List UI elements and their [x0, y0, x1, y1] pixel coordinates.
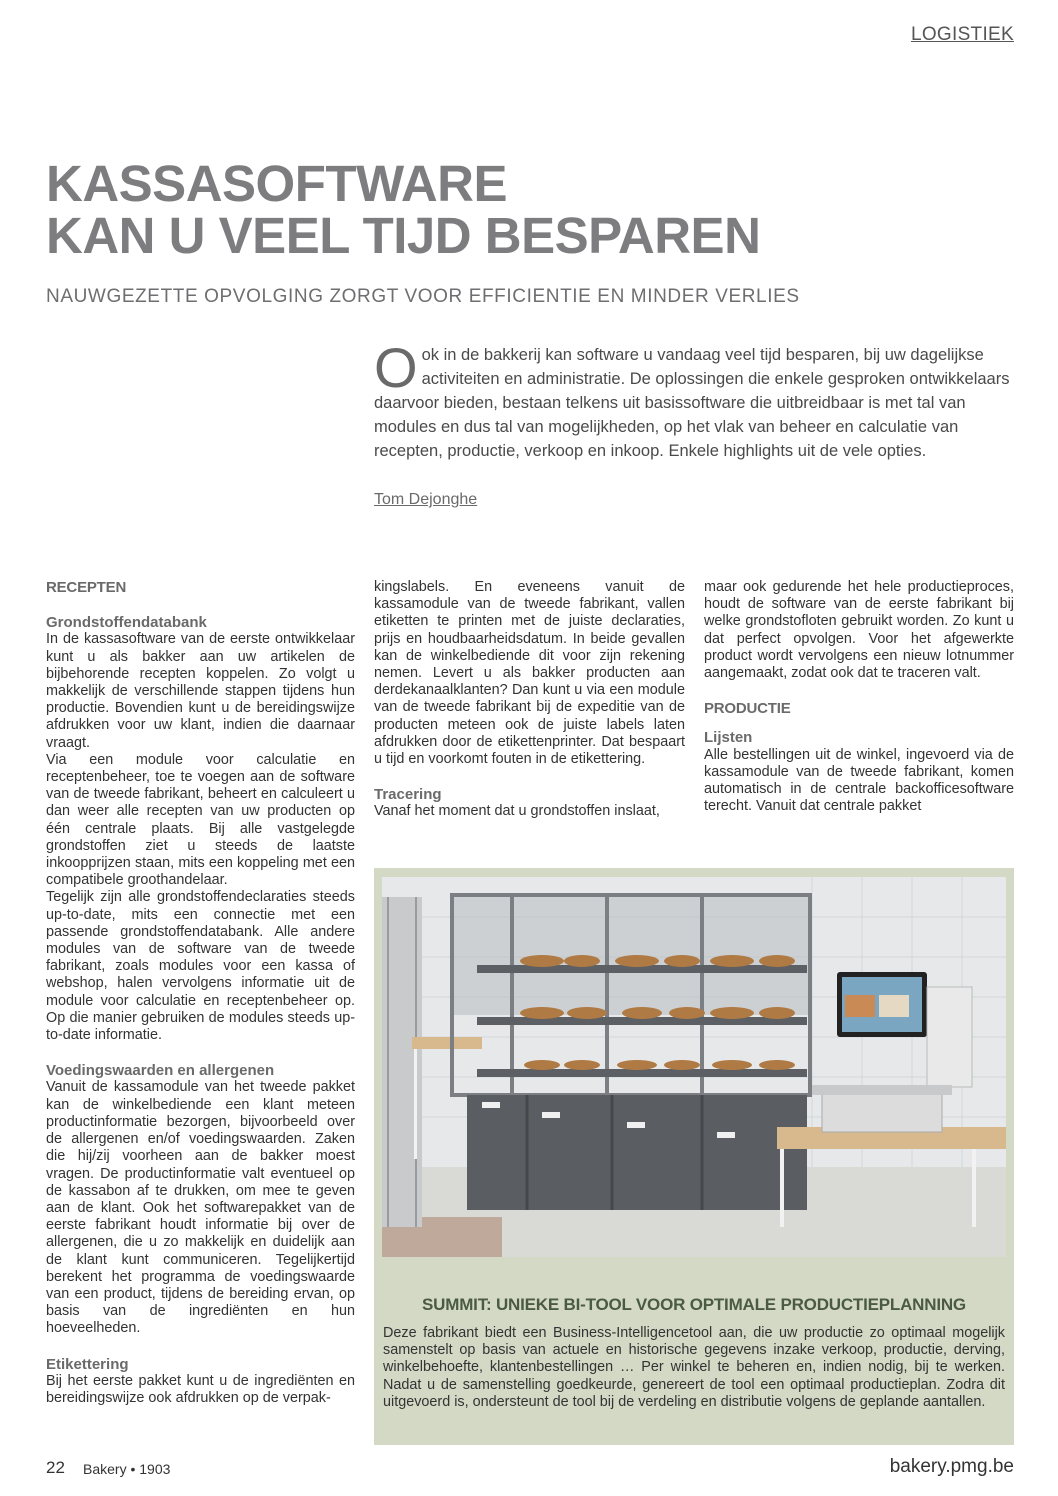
sidebar-box-text: Deze fabrikant biedt een Business-Intelligencetool aan, die uw productie zo optimaal mogelijk samenstelt op basis van actuele en historische gegevens inzake verkoop, productie, derving, winkelbehoefte, klantenbestellingen … Per winkel te beheren en, indien nodig, bij te werken. Nadat u de samenstelling goedkeurde, genereert de tool een optimaal productieplan. Zodra dit uitgevoerd is, ondersteunt de tool bij de verdeling en distributie volgens de geplande aantallen. — [383, 1325, 1005, 1410]
sidebar-box-title: SUMMIT: UNIEKE BI-TOOL VOOR OPTIMALE PRODUCTIEPLANNING — [422, 1295, 966, 1314]
author-byline: Tom Dejonghe — [374, 491, 478, 508]
title-line-2: KAN U VEEL TIJD BESPAREN — [46, 207, 761, 264]
paragraph: Tegelijk zijn alle grondstoffendeclaraties steeds up-to-date, mits een connectie met een passende grondstoffendatabank. Alle andere modules van de software van de tweede fabrikant, zoals modules voor een kassa of webshop, halen vervolgens informatie uit de module voor calculatie en receptenbeheer op. Op die manier gebruiken de modules steeds up-to-date informatie. — [46, 889, 355, 1044]
paragraph: kingslabels. En eveneens vanuit de kassamodule van de tweede fabrikant, vallen etiketten te printen met de juiste declaraties, prijs en houdbaarheidsdatum. In beide gevallen kan de winkelbediende dit voor zijn rekening nemen. Levert u als bakker producten aan derdekanaalklanten? Dan kunt u via een module van de tweede fabrikant bij de expeditie van de producten meteen ook de juiste labels laten afdrukken door de etikettenprinter. Dat bespaart u tijd en voorkomt fouten in de etikettering. — [374, 579, 685, 768]
section-tag: LOGISTIEK — [910, 24, 1014, 45]
subheading-lijsten: Lijsten — [704, 729, 753, 747]
section-heading-productie: PRODUCTIE — [704, 700, 791, 718]
article-title — [46, 155, 761, 264]
title-line-1: KASSASOFTWARE — [46, 155, 508, 212]
paragraph: Alle bestellingen uit de winkel, ingevoerd via de kassamodule van de tweede fabrikant, komen automatisch in de centrale backofficesoftware terecht. Vanuit dat centrale pakket — [704, 746, 1014, 815]
column-1 — [46, 579, 355, 1407]
article-subtitle: NAUWGEZETTE OPVOLGING ZORGT VOOR EFFICIENTIE EN MINDER VERLIES — [46, 286, 800, 307]
page-number: 22 — [46, 1458, 65, 1477]
paragraph: In de kassasoftware van de eerste ontwikkelaar kunt u als bakker aan uw artikelen de bijbehorende recepten koppelen. Zo volgt u makkelijk de verschillende stappen tijdens hun productie. Bovendien kunt u de bereidingswijze afdrukken voor uw klant, indien die daarnaar vraagt. — [46, 631, 355, 751]
website-link[interactable]: bakery.pmg.be — [889, 1456, 1014, 1477]
bakery-display-photo — [382, 877, 1006, 1257]
drop-cap: O — [374, 336, 418, 399]
column-3 — [704, 579, 1014, 815]
summit-sidebar-box — [374, 868, 1014, 1445]
paragraph: maar ook gedurende het hele productieproces, houdt de software van de eerste fabrikant bij welke grondstofloten gebruikt worden. Zo kunt u dat perfect opvolgen. Voor het afgewerkte product wordt vervolgens een nieuw lotnummer aangemaakt, zodat ook dat te traceren valt. — [704, 579, 1014, 682]
intro-text: ok in de bakkerij kan software u vandaag veel tijd besparen, bij uw dagelijkse activiteiten en administratie. De oplossingen die enkele gesproken ontwikkelaars daarvoor bieden, bestaan telkens uit basissoftware die uitbreidbaar is met tal van modules en dus tal van mogelijkheden, op het vlak van beheer en calculatie van recepten, productie, verkoop en inkoop. Enkele highlights uit de vele opties. — [374, 346, 1010, 460]
subheading-tracering: Tracering — [374, 786, 442, 804]
paragraph: Via een module voor calculatie en receptenbeheer, toe te voegen aan de software van de tweede fabrikant, beheert en calculeert u dan weer alle recepten van uw producten op één centrale plaats. Bij alle vastgelegde grondstoffen ziet u steeds de laatste inkoopprijzen staan, mits een koppeling met een compatibele groothandelaar. — [46, 751, 355, 889]
intro-paragraph — [374, 336, 1014, 463]
magazine-issue: Bakery • 1903 — [83, 1461, 171, 1477]
paragraph: Vanuit de kassamodule van het tweede pakket kan de winkelbediende een klant meteen productinformatie bezorgen, bijvoorbeeld over de allergenen en/of voedingswaarden. Zaken die hij/zij voorheen aan de bakker moest vragen. De productinformatie valt eventueel op de kassabon af te drukken, om mee te geven aan de klant. Ook het softwarepakket van de eerste fabrikant houdt informatie bij over de allergenen, die u zo makkelijk en duidelijk aan de klant kunt communiceren. Tegelijkertijd berekent het programma de voedingswaarde van een product, tijdens de bereiding ervan, op basis van de ingrediënten en hun hoeveelheden. — [46, 1079, 355, 1337]
subheading-voedingswaarden: Voedingswaarden en allergenen — [46, 1062, 275, 1080]
column-2 — [374, 579, 685, 821]
subheading-etikettering: Etikettering — [46, 1355, 129, 1373]
paragraph: Bij het eerste pakket kunt u de ingrediënten en bereidingswijze ook afdrukken op de verpak- — [46, 1372, 355, 1406]
section-heading-recepten: RECEPTEN — [46, 579, 127, 596]
paragraph: Vanaf het moment dat u grondstoffen inslaat, — [374, 803, 660, 820]
subheading-grondstoffendatabank: Grondstoffendatabank — [46, 614, 207, 632]
